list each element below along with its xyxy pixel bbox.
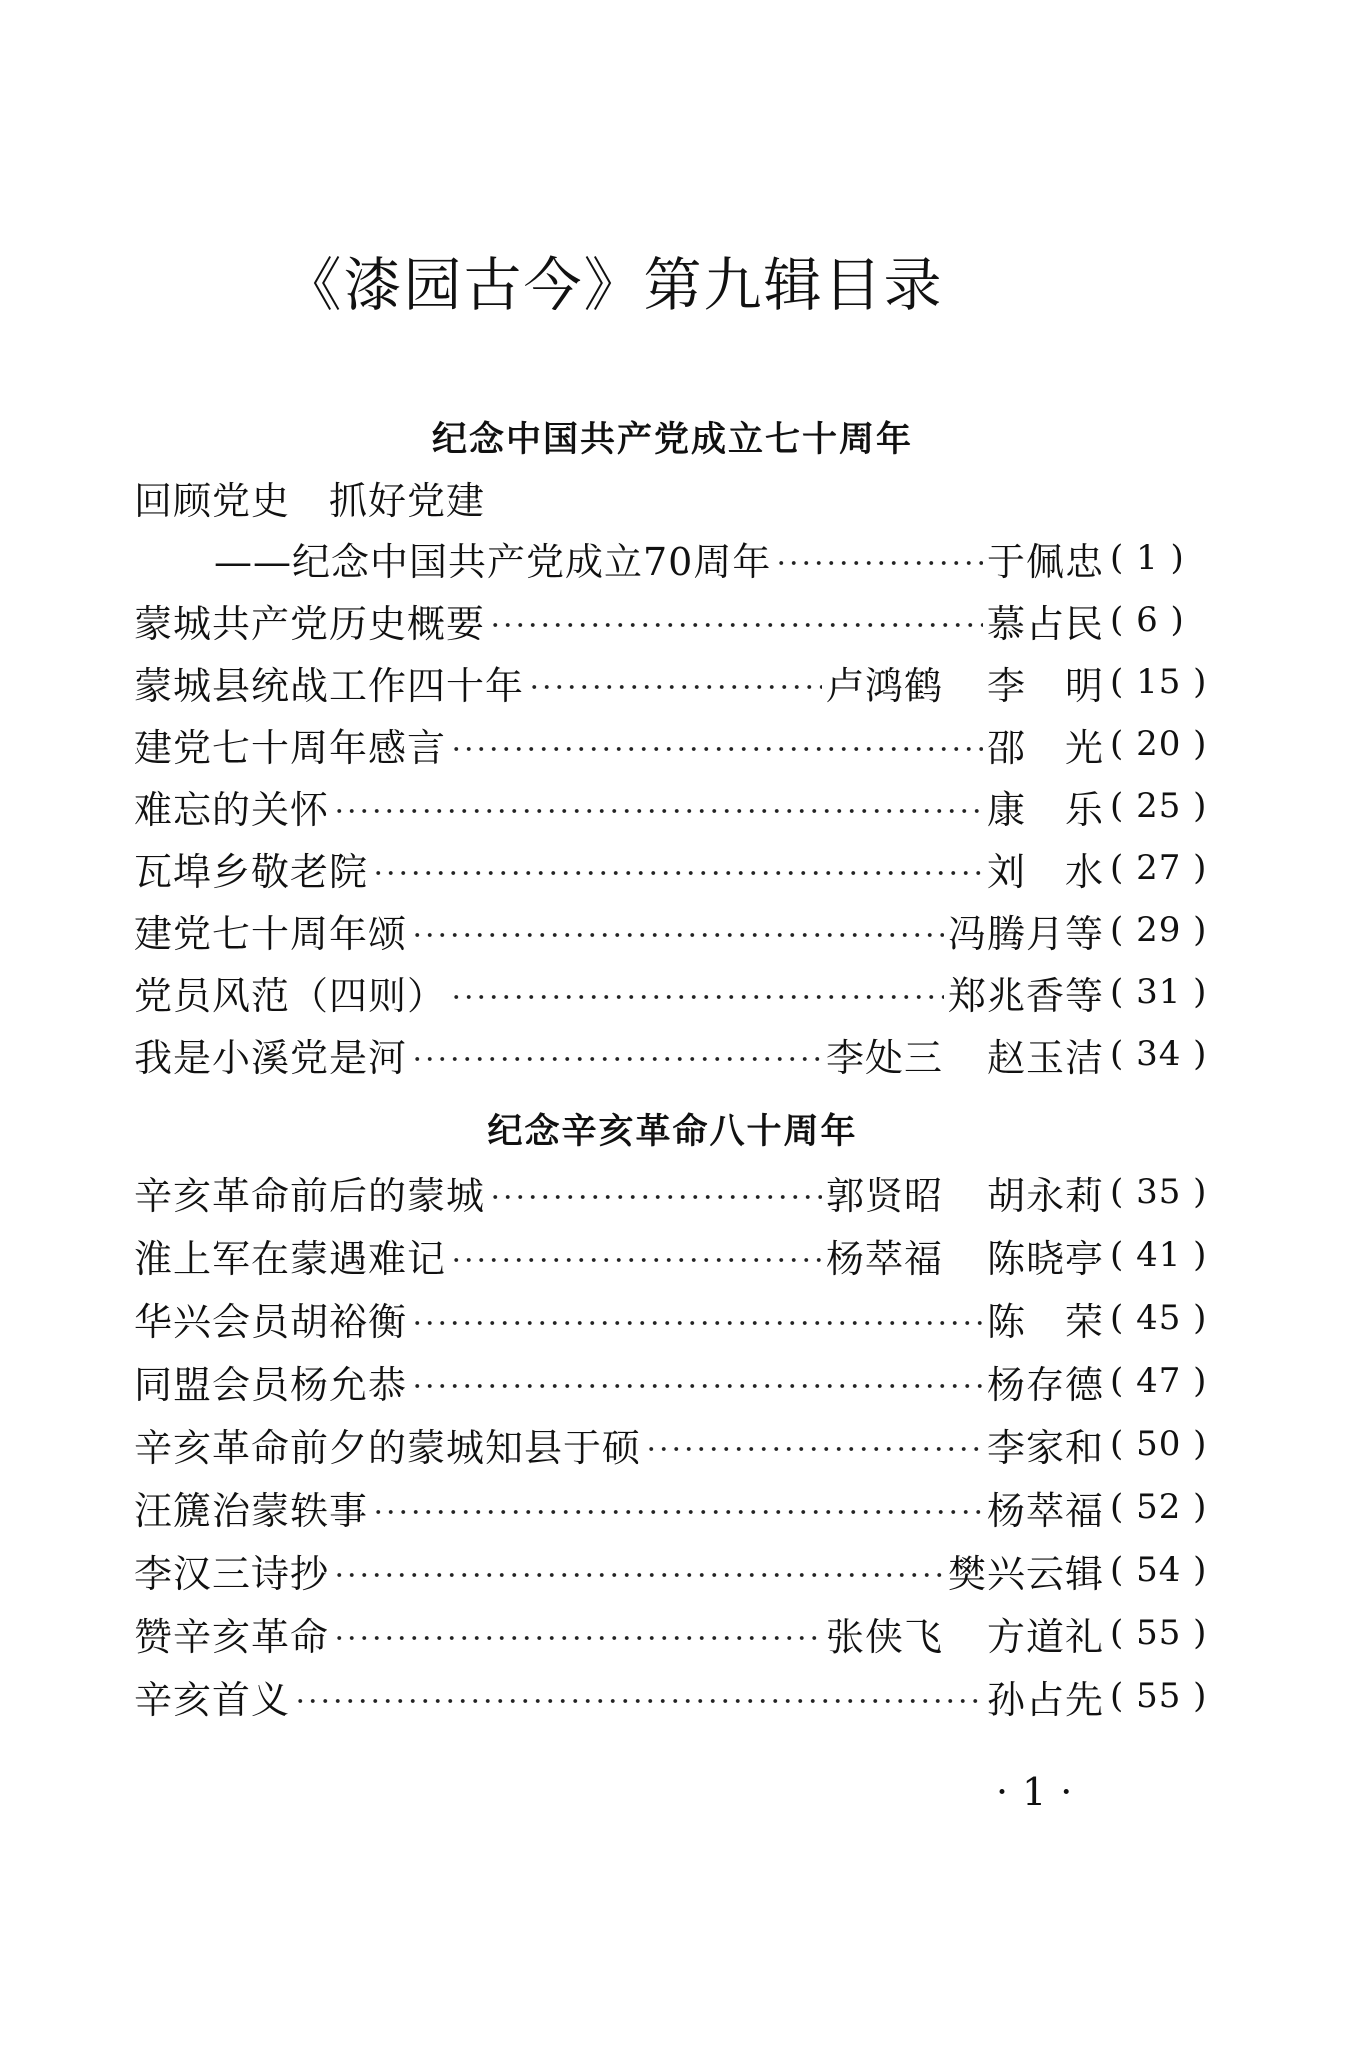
dot-leader xyxy=(294,1698,983,1704)
toc-entry-coauthor: 陈晓亭 xyxy=(986,1236,1104,1281)
toc-entry-page: ( 34 ) xyxy=(1110,1034,1208,1074)
toc-entry-title: 蒙城县统战工作四十年 xyxy=(134,663,525,708)
dot-leader xyxy=(411,932,944,938)
toc-entry-author: 卢鸿鹤 xyxy=(825,663,943,708)
dot-leader xyxy=(489,622,983,628)
toc-entry-title: 辛亥革命前夕的蒙城知县于硕 xyxy=(134,1425,642,1470)
page-title: 《漆园古今》第九辑目录 xyxy=(283,251,944,319)
toc-entry xyxy=(134,776,1228,836)
toc-entry-title: 瓦埠乡敬老院 xyxy=(134,849,369,894)
toc-entry xyxy=(134,900,1228,960)
dot-leader xyxy=(450,746,983,752)
dot-leader xyxy=(333,808,983,814)
toc-entry-title: 难忘的关怀 xyxy=(134,787,330,832)
toc-entry xyxy=(134,1162,1228,1222)
toc-entry-page: ( 47 ) xyxy=(1110,1361,1208,1401)
toc-entry-title: 李汉三诗抄 xyxy=(134,1551,330,1596)
toc-entry-title: 建党七十周年颂 xyxy=(134,911,408,956)
toc-entry-page: ( 29 ) xyxy=(1110,910,1208,950)
toc-entry-title: 蒙城共产党历史概要 xyxy=(134,601,486,646)
toc-entry-author: 杨萃福 xyxy=(825,1236,943,1281)
toc-entry-author: 杨萃福 xyxy=(986,1488,1104,1533)
toc-entry-page: ( 15 ) xyxy=(1110,662,1208,702)
toc-entry-author: 冯腾月等 xyxy=(947,911,1104,956)
dot-leader xyxy=(450,1257,822,1263)
dot-leader xyxy=(411,1320,983,1326)
dot-leader xyxy=(372,1509,983,1515)
toc-entry-author: 郭贤昭 xyxy=(825,1173,943,1218)
toc-entry-page: ( 55 ) xyxy=(1110,1613,1208,1653)
dot-leader xyxy=(411,1056,822,1062)
toc-entry-author: 孙占先 xyxy=(986,1677,1104,1722)
toc-entry-author: 陈 荣 xyxy=(986,1299,1104,1344)
toc-entry-title: 建党七十周年感言 xyxy=(134,725,447,770)
toc-entry-page: ( 6 ) xyxy=(1110,600,1185,640)
dot-leader xyxy=(489,1194,822,1200)
toc-entry xyxy=(134,714,1228,774)
toc-entry-title: 辛亥首义 xyxy=(134,1677,291,1722)
toc-entry xyxy=(134,1351,1228,1411)
section-heading-xinhai-revolution: 纪念辛亥革命八十周年 xyxy=(487,1112,858,1152)
toc-entry-page: ( 1 ) xyxy=(1110,538,1185,578)
toc-entry-page: ( 50 ) xyxy=(1110,1424,1208,1464)
toc-entry-page: ( 25 ) xyxy=(1110,786,1208,826)
dot-leader xyxy=(450,994,944,1000)
toc-entry-title: 我是小溪党是河 xyxy=(134,1035,408,1080)
toc-entry-page: ( 45 ) xyxy=(1110,1298,1208,1338)
toc-entry xyxy=(134,1225,1228,1285)
dot-leader xyxy=(372,870,983,876)
toc-entry-title: 华兴会员胡裕衡 xyxy=(134,1299,408,1344)
toc-entry-author: 郑兆香等 xyxy=(947,973,1104,1018)
toc-entry xyxy=(134,652,1228,712)
dot-leader xyxy=(775,560,983,566)
toc-entry xyxy=(134,1288,1228,1348)
toc-entry-page: ( 54 ) xyxy=(1110,1550,1208,1590)
toc-entry-title: 汪篪治蒙轶事 xyxy=(134,1488,369,1533)
dot-leader xyxy=(528,684,822,690)
toc-entry-author: 康 乐 xyxy=(986,787,1104,832)
toc-entry-page: ( 55 ) xyxy=(1110,1676,1208,1716)
section-heading-party-anniversary: 纪念中国共产党成立七十周年 xyxy=(431,420,913,460)
toc-entry-author: 邵 光 xyxy=(986,725,1104,770)
dot-leader xyxy=(645,1446,983,1452)
toc-entry-author: 李处三 xyxy=(825,1035,943,1080)
toc-entry-page: ( 35 ) xyxy=(1110,1172,1208,1212)
toc-entry-author: 慕占民 xyxy=(986,601,1104,646)
toc-entry-title: 党员风范（四则） xyxy=(134,973,447,1018)
toc-entry-page: ( 31 ) xyxy=(1110,972,1208,1012)
toc-entry-coauthor: 李 明 xyxy=(986,663,1104,708)
toc-entry-page: ( 27 ) xyxy=(1110,848,1208,888)
toc-entry-author: 刘 水 xyxy=(986,849,1104,894)
page-number: ·1· xyxy=(996,1770,1087,1814)
toc-entry-title: 同盟会员杨允恭 xyxy=(134,1362,408,1407)
toc-entry xyxy=(134,1540,1228,1600)
toc-entry xyxy=(134,1024,1228,1084)
toc-entry-page: ( 41 ) xyxy=(1110,1235,1208,1275)
toc-entry xyxy=(134,838,1228,898)
toc-entry-subtitle: ——纪念中国共产党成立70周年 xyxy=(214,539,772,584)
toc-entry-author: 李家和 xyxy=(986,1425,1104,1470)
dot-leader xyxy=(411,1383,983,1389)
toc-entry-page: ( 52 ) xyxy=(1110,1487,1208,1527)
toc-entry-subtitle-row xyxy=(214,528,1228,588)
toc-entry-coauthor: 胡永莉 xyxy=(986,1173,1104,1218)
toc-entry xyxy=(134,1603,1228,1663)
toc-entry-title: 回顾党史 抓好党建 xyxy=(134,479,486,523)
toc-entry-page: ( 20 ) xyxy=(1110,724,1208,764)
toc-entry-title: 辛亥革命前后的蒙城 xyxy=(134,1173,486,1218)
toc-entry-author: 樊兴云辑 xyxy=(947,1551,1104,1596)
toc-entry xyxy=(134,590,1228,650)
toc-entry-author: 张侠飞 xyxy=(825,1614,943,1659)
toc-entry xyxy=(134,1477,1228,1537)
toc-entry xyxy=(134,962,1228,1022)
toc-entry xyxy=(134,1666,1228,1726)
toc-entry-author: 于佩忠 xyxy=(986,539,1104,584)
toc-entry-author: 杨存德 xyxy=(986,1362,1104,1407)
toc-entry-coauthor: 赵玉洁 xyxy=(986,1035,1104,1080)
dot-leader xyxy=(333,1635,822,1641)
dot-leader xyxy=(333,1572,944,1578)
toc-entry-coauthor: 方道礼 xyxy=(986,1614,1104,1659)
toc-entry-title: 淮上军在蒙遇难记 xyxy=(134,1236,447,1281)
toc-entry-title: 赞辛亥革命 xyxy=(134,1614,330,1659)
toc-entry xyxy=(134,1414,1228,1474)
